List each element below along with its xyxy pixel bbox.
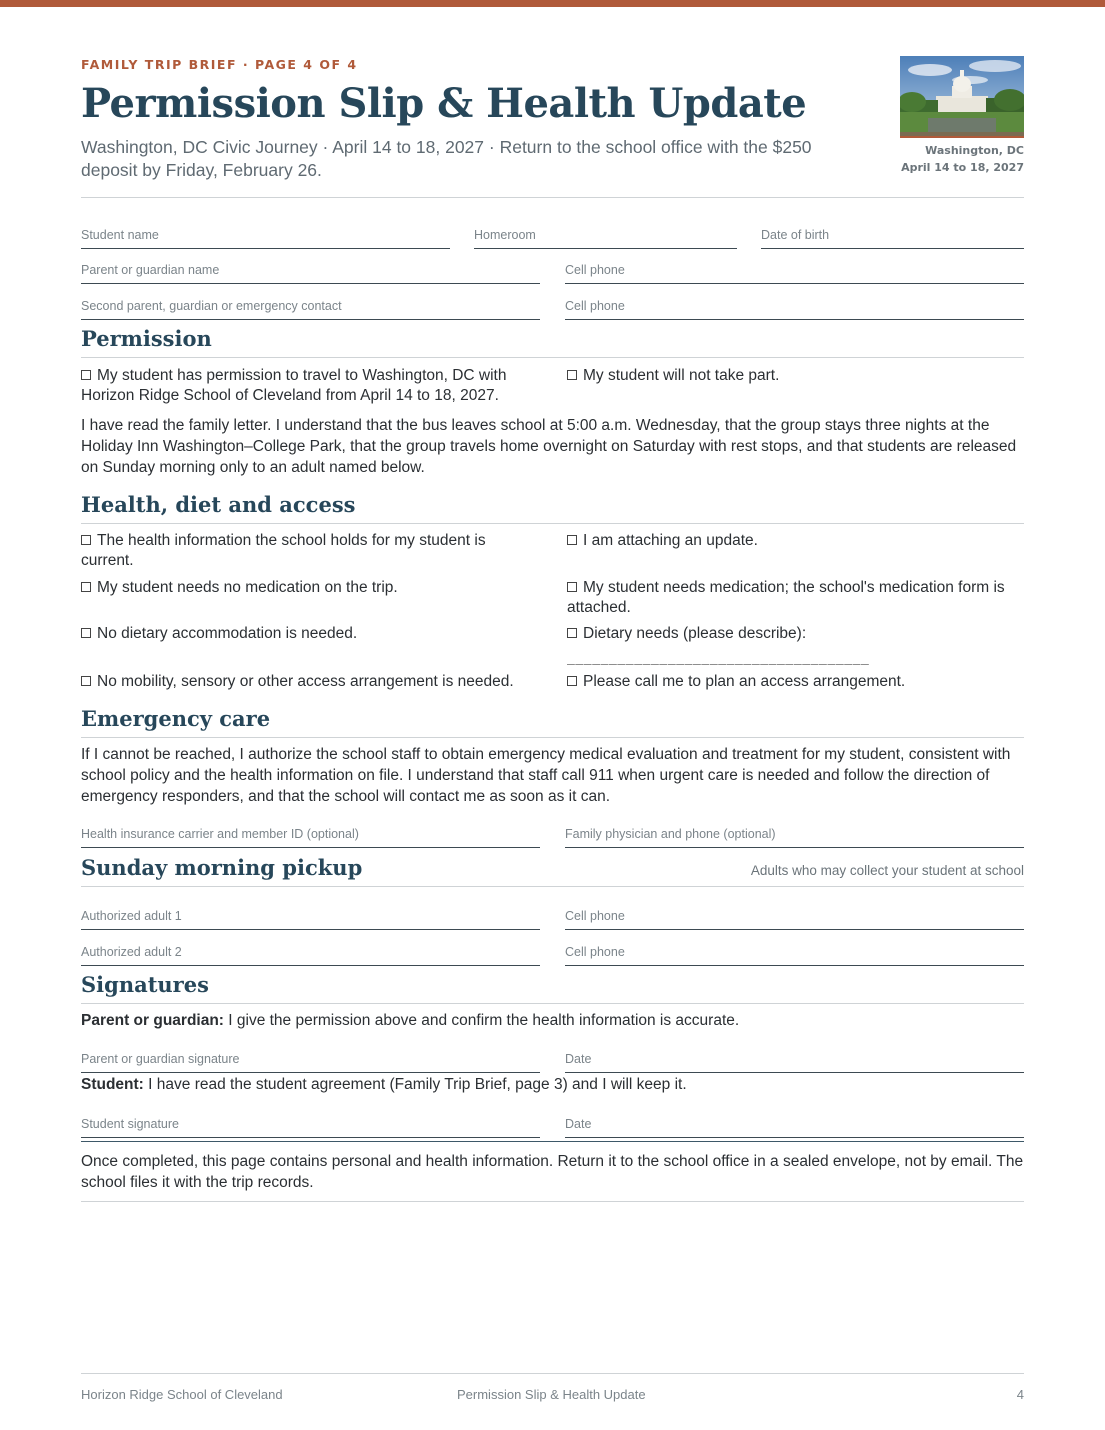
emergency-statement: If I cannot be reached, I authorize the school staff to obtain emergency medical evaluation and treatment for my student, consistent with school policy and the health information on file. I understand that staff call 911 when urgent care is needed and follow the direction of emergency responders, and that the school will contact me as soon as it can. (81, 746, 1011, 805)
signatures-heading: Signatures (81, 972, 209, 997)
diet-needs-blank[interactable]: ____________________________________ (567, 652, 870, 667)
no-diet-option[interactable] (81, 624, 521, 644)
health-heading: Health, diet and access (81, 492, 356, 517)
pickup-section-header (81, 852, 1024, 887)
checkbox-icon[interactable] (567, 535, 577, 545)
health-info-update-option[interactable] (567, 531, 1024, 551)
authorized-adult-1-field[interactable] (81, 894, 540, 930)
parent-date-label: Date (565, 1052, 592, 1066)
page (81, 7, 1024, 1402)
parent-statement-lead: Parent or guardian: (81, 1012, 224, 1029)
no-access-option[interactable] (81, 672, 541, 692)
parent-signature-row (81, 1037, 1024, 1073)
checkbox-icon[interactable] (81, 535, 91, 545)
permission-no-option[interactable] (567, 366, 1007, 386)
checkbox-icon[interactable] (81, 582, 91, 592)
permission-yes-option[interactable] (81, 366, 521, 406)
thumbnail-caption-location: Washington, DC (925, 144, 1024, 157)
pickup-aside-note: Adults who may collect your student at school (750, 863, 1024, 878)
parent-name-label: Parent or guardian name (81, 263, 220, 277)
closing-divider (81, 1141, 1024, 1142)
diet-needs-option[interactable] (567, 624, 1024, 644)
no-diet-label: No dietary accommodation is needed. (97, 625, 358, 642)
thumbnail-caption (901, 142, 1024, 176)
authorized-adult-1-label: Authorized adult 1 (81, 909, 182, 923)
date-of-birth-label: Date of birth (761, 228, 830, 242)
diet-needs-label: Dietary needs (please describe): (583, 625, 807, 642)
second-cell-field[interactable] (565, 284, 1024, 320)
student-signature-label: Student signature (81, 1117, 179, 1131)
authorized-adult-2-cell-field[interactable] (565, 930, 1024, 966)
parent-signature-statement (81, 1010, 1024, 1031)
checkbox-icon[interactable] (567, 370, 577, 380)
medication-option[interactable] (567, 578, 1024, 618)
pickup-fields-row-1 (81, 894, 1024, 930)
emergency-section-header (81, 703, 1024, 738)
student-statement-lead: Student: (81, 1076, 144, 1093)
top-accent-bar (0, 0, 1105, 7)
student-name-field[interactable] (81, 213, 450, 249)
permission-no-label: My student will not take part. (583, 367, 780, 384)
checkbox-icon[interactable] (567, 676, 577, 686)
parent-name-field[interactable] (81, 248, 540, 284)
second-contact-field[interactable] (81, 284, 540, 320)
health-info-update-label: I am attaching an update. (583, 532, 758, 549)
thumbnail-caption-dates: April 14 to 18, 2027 (901, 161, 1024, 174)
parent-signature-field[interactable] (81, 1037, 540, 1073)
checkbox-icon[interactable] (567, 628, 577, 638)
student-fields-row-2 (81, 248, 1024, 284)
authorized-adult-1-cell-field[interactable] (565, 894, 1024, 930)
emergency-fields-row (81, 812, 1024, 848)
student-fields-row-1 (81, 213, 1024, 249)
pickup-heading: Sunday morning pickup (81, 855, 363, 880)
closing-bottom-divider (81, 1201, 1024, 1202)
footer-page-number: 4 (1016, 1387, 1024, 1402)
student-signature-row (81, 1102, 1024, 1138)
permission-section-header (81, 323, 1024, 358)
authorized-adult-2-cell-label: Cell phone (565, 945, 625, 959)
parent-cell-label: Cell phone (565, 263, 625, 277)
parent-date-field[interactable] (565, 1037, 1024, 1073)
parent-signature-label: Parent or guardian signature (81, 1052, 240, 1066)
access-call-option[interactable] (567, 672, 1024, 692)
page-footer (81, 1373, 1024, 1403)
capitol-thumbnail (900, 56, 1024, 138)
student-fields-row-3 (81, 284, 1024, 320)
page-subtitle: Washington, DC Civic Journey · April 14 to 18, 2027 · Return to the school office with the $250 deposit by Friday, February 26. (81, 137, 812, 180)
capitol-image (900, 56, 1024, 138)
date-of-birth-field[interactable] (761, 213, 1024, 249)
emergency-heading: Emergency care (81, 706, 271, 731)
checkbox-icon[interactable] (81, 370, 91, 380)
access-call-label: Please call me to plan an access arrangement. (583, 673, 906, 690)
student-statement-text: I have read the student agreement (Family Trip Brief, page 3) and I will keep it. (143, 1076, 687, 1093)
physician-field[interactable] (565, 812, 1024, 848)
authorized-adult-2-field[interactable] (81, 930, 540, 966)
health-section-header (81, 489, 1024, 524)
health-info-current-label: The health information the school holds for my student is current. (81, 532, 486, 569)
homeroom-label: Homeroom (474, 228, 536, 242)
parent-cell-field[interactable] (565, 248, 1024, 284)
footer-doc-title: Permission Slip & Health Update (457, 1387, 646, 1402)
eyebrow-label: FAMILY TRIP BRIEF · PAGE 4 OF 4 (81, 57, 358, 72)
student-signature-statement (81, 1074, 1024, 1095)
parent-statement-text: I give the permission above and confirm the health information is accurate. (223, 1012, 740, 1029)
student-date-label: Date (565, 1117, 592, 1131)
insurance-label: Health insurance carrier and member ID (optional) (81, 827, 359, 841)
closing-note: Once completed, this page contains personal and health information. Return it to the school office in a sealed envelope, not by email. The school files it with the trip records. (81, 1153, 1024, 1191)
no-medication-label: My student needs no medication on the trip. (97, 579, 398, 596)
checkbox-icon[interactable] (567, 582, 577, 592)
permission-yes-label: My student has permission to travel to Washington, DC with Horizon Ridge School of Cleveland from April 14 to 18, 2027. (81, 367, 507, 404)
footer-school: Horizon Ridge School of Cleveland (81, 1387, 283, 1402)
authorized-adult-2-label: Authorized adult 2 (81, 945, 182, 959)
second-cell-label: Cell phone (565, 299, 625, 313)
physician-label: Family physician and phone (optional) (565, 827, 776, 841)
second-contact-label: Second parent, guardian or emergency contact (81, 299, 342, 313)
authorized-adult-1-cell-label: Cell phone (565, 909, 625, 923)
insurance-field[interactable] (81, 812, 540, 848)
homeroom-field[interactable] (474, 213, 737, 249)
page-title: Permission Slip & Health Update (81, 80, 807, 127)
student-name-label: Student name (81, 228, 159, 242)
student-signature-field[interactable] (81, 1102, 540, 1138)
pickup-fields-row-2 (81, 930, 1024, 966)
signatures-section-header (81, 969, 1024, 1004)
student-date-field[interactable] (565, 1102, 1024, 1138)
permission-statement: I have read the family letter. I understand that the bus leaves school at 5:00 a.m. Wednesday, that the group stays three nights at the Holiday Inn Washington–College Park, that the group travels home overnight on Saturday with rest stops, and that students are released on Sunday morning only to an adult named below. (81, 417, 1017, 476)
page-header (81, 7, 1024, 198)
no-access-label: No mobility, sensory or other access arrangement is needed. (97, 673, 514, 690)
checkbox-icon[interactable] (81, 676, 91, 686)
checkbox-icon[interactable] (81, 628, 91, 638)
medication-label: My student needs medication; the school's medication form is attached. (567, 579, 1005, 616)
permission-heading: Permission (81, 326, 212, 351)
no-medication-option[interactable] (81, 578, 521, 598)
health-info-current-option[interactable] (81, 531, 521, 571)
